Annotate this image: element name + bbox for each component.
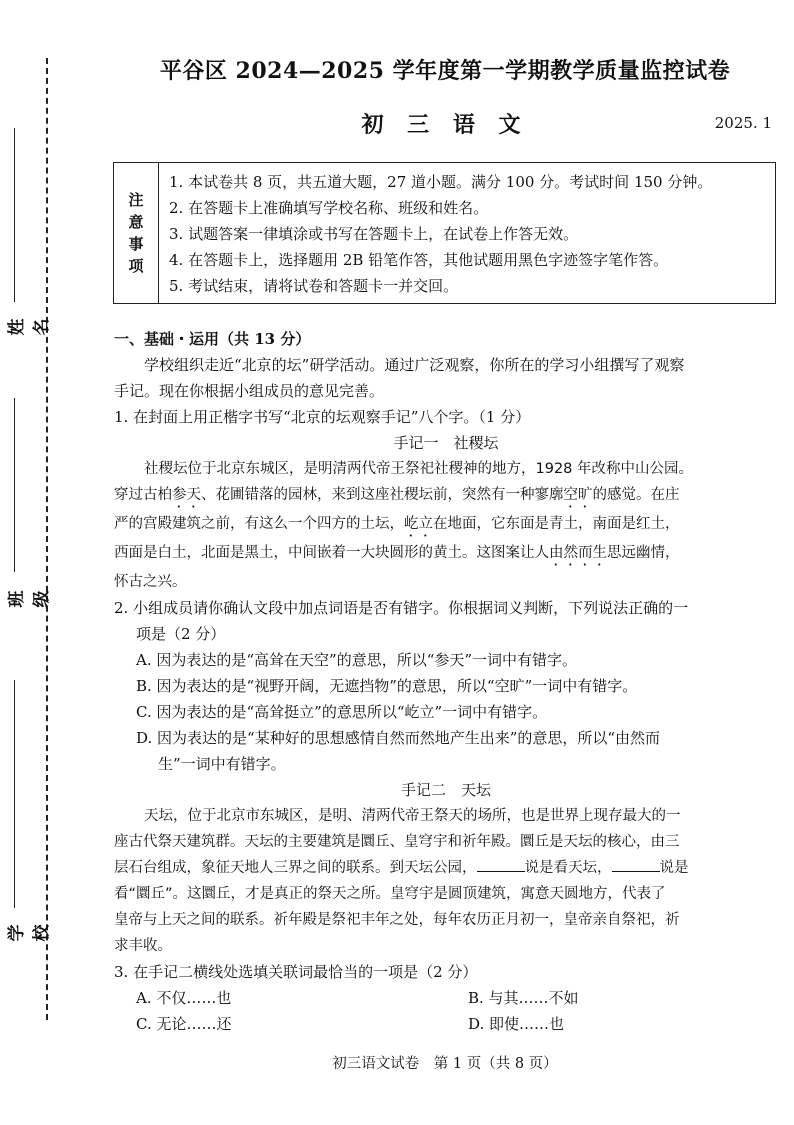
school-label: 学校 (7, 924, 52, 942)
passage-line: 看“圜丘”。这圜丘，才是真正的祭天之所。皇穹宇是圆顶建筑，寓意天圆地方，代表了 (114, 886, 666, 902)
q3-option-d: D. 即使……也 (468, 1015, 565, 1033)
q2-option-c: C. 因为表达的是“高耸挺立”的意思所以“屹立”一词中有错字。 (136, 703, 548, 721)
notice-head-char: 事 (128, 235, 144, 253)
note-2-title: 手记二 天坛 (400, 781, 491, 799)
passage-text: 的感觉。在庄 (592, 487, 680, 503)
passage-line: 天坛，位于北京市东城区，是明、清两代帝王祭天的场所，也是世界上现存最大的一 (144, 808, 681, 824)
q2-option-d: D. 因为表达的是“某种好的思想感情自然而然地产生出来”的意思，所以“由然而 (136, 729, 661, 747)
notice-item: 5. 考试结束，请将试卷和答题卡一并交回。 (169, 277, 459, 295)
q3-options-row (114, 985, 778, 1011)
section-intro-line: 手记。现在你根据小组成员的意见完善。 (114, 382, 385, 400)
name-label: 姓名 (7, 318, 52, 336)
note-2-passage (114, 803, 778, 959)
section-basics (114, 326, 778, 1037)
dotted-word-kongkuang: 空旷 (563, 487, 593, 503)
notice-list (159, 163, 722, 303)
exam-date: 2025. 1 (714, 114, 772, 132)
notice-head-char: 项 (128, 257, 144, 275)
note-1-passage (114, 456, 778, 595)
q2-option-b: B. 因为表达的是“视野开阔，无遮挡物”的意思，所以“空旷”一词中有错字。 (136, 677, 638, 695)
notice-item: 1. 本试卷共 8 页，共五道大题，27 道小题。满分 100 分。考试时间 150 分钟。 (169, 173, 713, 191)
notice-box (113, 162, 776, 304)
binding-dashed-line (46, 58, 48, 1020)
passage-line (114, 855, 778, 881)
notice-item: 4. 在答题卡上，选择题用 2B 铅笔作答，其他试题用黑色字迹签字笔作答。 (169, 251, 669, 269)
question-2-cont: 项是（2 分） (136, 625, 226, 643)
question-3: 3. 在手记二横线处选填关联词最恰当的一项是（2 分） (114, 963, 478, 981)
passage-text: 、花圃错落的园林，来到这座社稷坛前，突然有一种寥廓 (201, 487, 564, 503)
notice-item: 3. 试题答案一律填涂或书写在答题卡上，在试卷上作答无效。 (169, 225, 579, 243)
passage-text: 严的宫殿建筑之前，有这么一个四方的土坛， (114, 516, 404, 532)
subject-title: 初 三 语 文 (361, 112, 529, 138)
passage-text: 穿过古柏 (114, 487, 172, 503)
exam-title: 平谷区 2024—2025 学年度第一学期教学质量监控试卷 (159, 58, 731, 84)
passage-text: 思远幽情， (607, 545, 680, 561)
passage-line: 求丰收。 (114, 938, 172, 954)
fill-blank-1[interactable] (477, 857, 525, 872)
q3-option-b: B. 与其……不如 (468, 989, 579, 1007)
fill-blank-2[interactable] (612, 857, 660, 872)
q2-option-a: A. 因为表达的是“高耸在天空”的意思，所以“参天”一词中有错字。 (136, 651, 578, 669)
q3-option-a: A. 不仅……也 (136, 989, 232, 1007)
notice-heading (114, 163, 159, 303)
notice-item: 2. 在答题卡上准确填写学校名称、班级和姓名。 (169, 199, 489, 217)
passage-line: 座古代祭天建筑群。天坛的主要建筑是圜丘、皇穹宇和祈年殿。圜丘是天坛的核心，由三 (114, 834, 680, 850)
passage-text: 在地面，它东面是青土，南面是红土， (433, 516, 680, 532)
note-1-title: 手记一 社稷坛 (393, 434, 499, 452)
passage-text: 层石台组成，象征天地人三界之间的联系。到天坛公园， (114, 860, 477, 876)
school-field-line (14, 680, 15, 908)
question-2: 2. 小组成员请你确认文段中加点词语是否有错字。你根据词义判断，下列说法正确的一 (114, 599, 689, 617)
page-footer: 初三语文试卷 第 1 页（共 8 页） (332, 1056, 558, 1072)
passage-line (114, 540, 778, 569)
passage-line (114, 511, 778, 540)
q2-option-d-cont: 生”一词中有错字。 (158, 755, 286, 773)
passage-text: 说是看天坛， (524, 860, 612, 876)
q3-options-row (114, 1011, 778, 1037)
notice-head-char: 注 (128, 191, 144, 209)
class-label: 班级 (7, 590, 52, 608)
notice-head-char: 意 (128, 213, 144, 231)
passage-line (114, 482, 778, 511)
dotted-word-yili: 屹立 (404, 516, 433, 532)
passage-line: 社稷坛位于北京东城区，是明清两代帝王祭祀社稷神的地方，1928 年改称中山公园。 (144, 461, 694, 477)
section-heading: 一、基础・运用（共 13 分） (114, 330, 311, 348)
q3-option-c: C. 无论……还 (136, 1015, 232, 1033)
name-field-line (14, 128, 15, 302)
question-1: 1. 在封面上用正楷字书写“北京的坛观察手记”八个字。（1 分） (114, 408, 531, 426)
passage-text: 西面是白土，北面是黑土，中间嵌着一大块圆形的黄土。这图案让人 (114, 545, 549, 561)
dotted-word-youranersheng: 由然而生 (549, 545, 607, 561)
passage-text: 说是 (659, 860, 689, 876)
dotted-word-cantian: 参天 (172, 487, 201, 503)
passage-line: 皇帝与上天之间的联系。祈年殿是祭祀丰年之处，每年农历正月初一，皇帝亲自祭祀，祈 (114, 912, 680, 928)
section-intro-line: 学校组织走近“北京的坛”研学活动。通过广泛观察，你所在的学习小组撰写了观察 (144, 356, 685, 374)
class-field-line (14, 398, 15, 572)
passage-line: 怀古之兴。 (114, 574, 187, 590)
